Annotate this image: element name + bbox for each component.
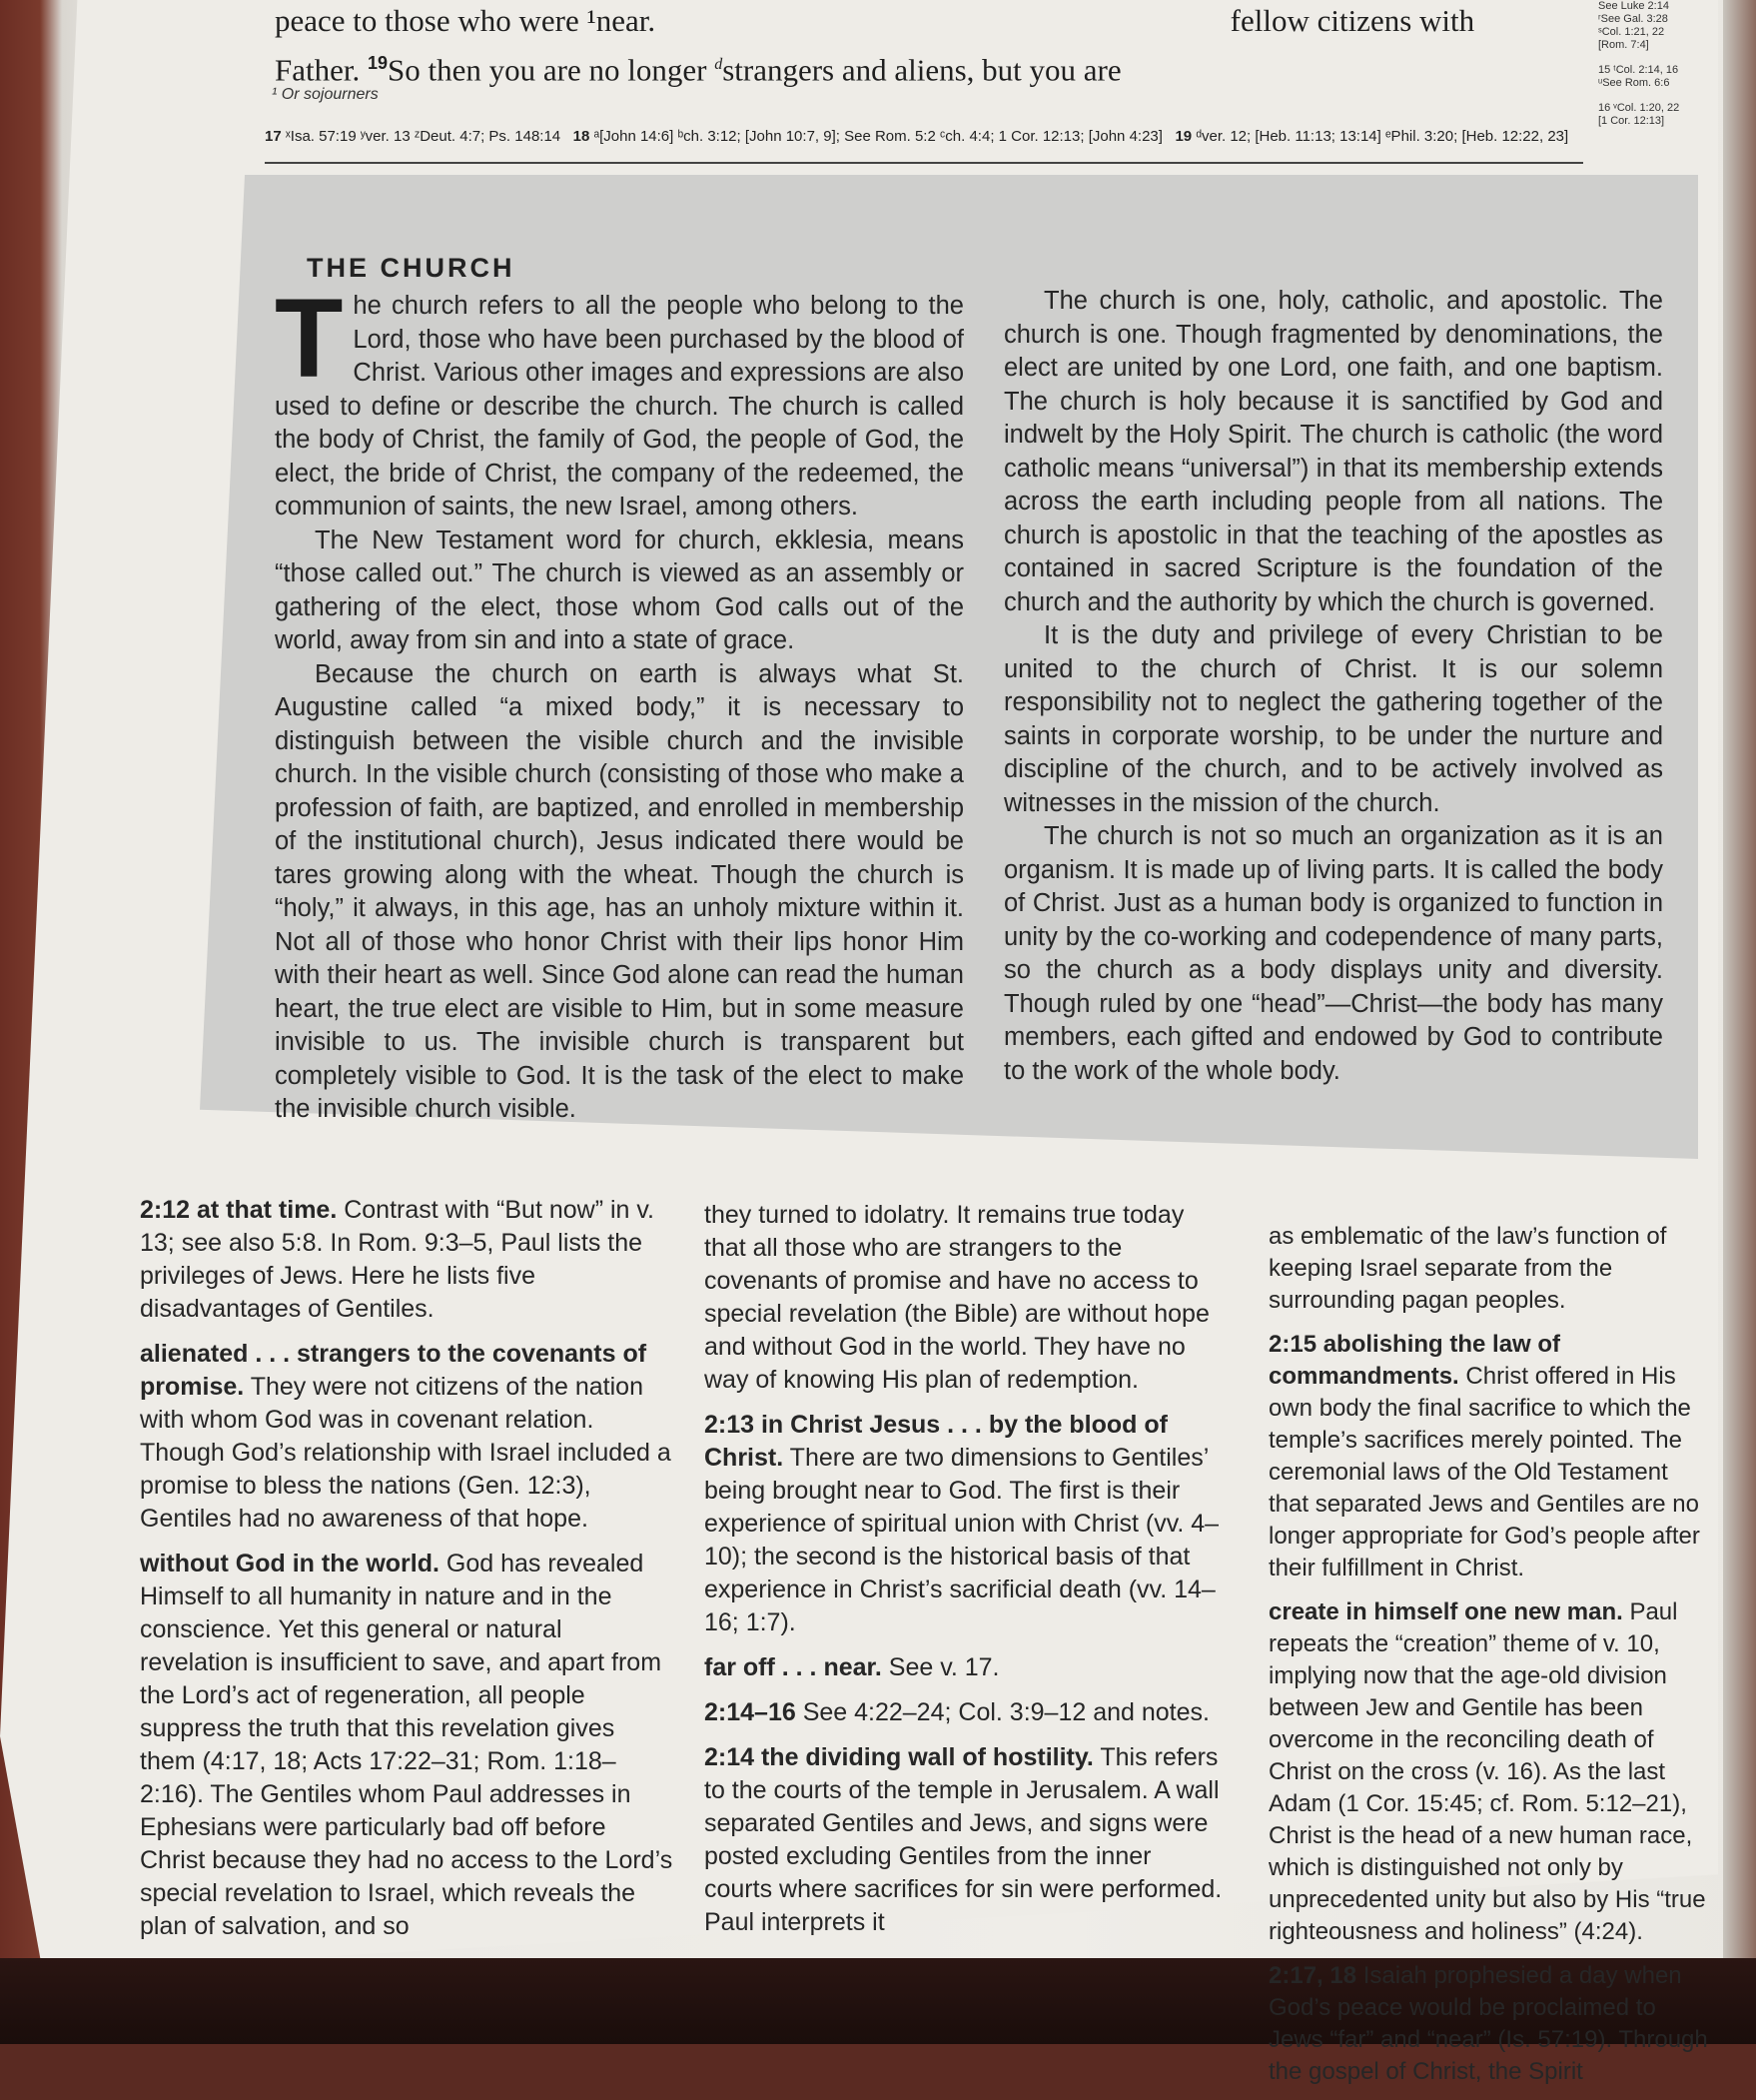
note-heading: far off . . . near. xyxy=(704,1653,882,1681)
page-edge xyxy=(1723,0,1756,2044)
margin-ref: ˢCol. 1:21, 22 xyxy=(1598,26,1665,38)
note-text: God has revealed Himself to all humanity in nature and in the conscience. Yet this general or natural revelation is insufficient to save, and apart from the Lord’s act of regeneration, all people suppress the truth that this revelation gives them (4:17, 18; Acts 17:22–31; Rom. 1:18–2:16). The Gentiles whom Paul addresses in Ephesians were particularly bad off before Christ because they had no access to the Lord’s special revelation to Israel, which reveals the plan of salvation, and so xyxy=(140,1550,673,1940)
note-text: as emblematic of the law’s function of keeping Israel separate from the surrounding pagan peoples. xyxy=(1269,1223,1667,1314)
study-note xyxy=(1269,1329,1708,1584)
paragraph-text: he church refers to all the people who belong to the Lord, those who have been purchased by the blood of Christ. Various other images and expressions are also used to define or describe the church. The church is called the body of Christ, the family of God, the people of God, the elect, the bride of Christ, the company of the redeemed, the communion of saints, the new Israel, among others. xyxy=(275,292,964,521)
margin-ref: [1 Cor. 12:13] xyxy=(1598,115,1665,127)
study-note xyxy=(704,1409,1224,1639)
scripture-word: Father. xyxy=(275,52,361,88)
church-paragraph: It is the duty and privilege of every Christian to be united to the church of Christ. It is our solemn responsibility not to neglect the gathering together of the saints in corporate worship, to be under the nurture and discipline of the church, and to be actively involved as witnesses in the mission of the church. xyxy=(1004,621,1663,817)
drop-cap: T xyxy=(275,276,344,401)
church-paragraph: The New Testament word for church, ekklesia, means “those called out.” The church is viewed as an assembly or gathering of the elect, those whom God calls out of the world, away from sin and into a state of grace. xyxy=(275,525,964,654)
note-text: This refers to the courts of the temple in Jerusalem. A wall separated Gentiles and Jews, and signs were posted excluding Gentiles from the inner courts where sacrifices for sin were performed. Paul interprets it xyxy=(704,1743,1223,1936)
study-notes-right xyxy=(1269,1221,1708,2100)
margin-references xyxy=(1598,0,1713,128)
crossref-verse: 17 xyxy=(265,128,282,145)
margin-ref: ʳSee Gal. 3:28 xyxy=(1598,13,1668,25)
note-text: There are two dimensions to Gentiles’ being brought near to God. The first is their experience of spiritual union with Christ (vv. 4–10); the second is the historical basis of that experience in Christ’s sacrificial death (vv. 14–16; 1:7). xyxy=(704,1444,1220,1636)
study-notes-left xyxy=(140,1194,674,1955)
note-heading: alienated . . . strangers to the covenants of promise. xyxy=(140,1340,647,1401)
church-column-left xyxy=(275,276,964,1127)
church-paragraph: The church is not so much an organization as it is an organism. It is made up of living parts. It is called the body of Christ. Just as a human body is organized to function in unity by the co-working and codependence of many parts, so the church as a body displays unity and diversity. Though ruled by one “head”—Christ—the body has many members, each gifted and endowed by God to contribute to the work of the whole body. xyxy=(1004,822,1663,1085)
note-text: Contrast with “But now” in v. 13; see also 5:8. In Rom. 9:3–5, Paul lists the privileges of Jews. Here he lists five disadvantages of Gentiles. xyxy=(140,1196,654,1323)
translation-footnote: ¹ Or sojourners xyxy=(272,86,379,103)
note-heading: 2:14 the dividing wall of hostility. xyxy=(704,1743,1094,1771)
note-heading: 2:13 in Christ Jesus . . . by the blood of Christ. xyxy=(704,1411,1168,1472)
scripture-line-2 xyxy=(275,42,1573,91)
note-text: See v. 17. xyxy=(881,1653,1000,1681)
margin-ref: 16 ᵛCol. 1:20, 22 xyxy=(1598,102,1680,114)
margin-ref: [Rom. 7:4] xyxy=(1598,39,1649,51)
scripture-text xyxy=(275,0,1573,91)
scripture-phrase: So then you are no longer xyxy=(388,52,707,88)
study-note xyxy=(1269,1960,1708,2088)
note-text: they turned to idolatry. It remains true today that all those who are strangers to the covenants of promise and have no access to special revelation (the Bible) are without hope and without God in the world. They have no way of knowing His plan of redemption. xyxy=(704,1201,1210,1394)
crossref-list: ᵃ[John 14:6] ᵇch. 3:12; [John 10:7, 9]; See Rom. 5:2 ᶜch. 4:4; 1 Cor. 12:13; [John 4:23] xyxy=(593,128,1163,145)
note-heading: without God in the world. xyxy=(140,1550,439,1577)
church-column-right xyxy=(1004,285,1663,1088)
crossref-mark: d xyxy=(714,56,723,73)
note-text: They were not citizens of the nation with whom God was in covenant relation. Though God’s relationship with Israel included a promise to bless the nations (Gen. 12:3), Gentiles had no awareness of that hope. xyxy=(140,1373,671,1533)
note-heading: 2:12 at that time. xyxy=(140,1196,338,1224)
study-note xyxy=(704,1199,1224,1397)
note-text: Paul repeats the “creation” theme of v. 10, implying now that the age-old division between Jew and Gentile has been overcome in the reconciling death of Christ on the cross (v. 16). As the last Adam (1 Cor. 15:45; cf. Rom. 5:12–21), Christ is the head of a new human race, which is distinguished not only by unprecedented unity but also by His “true righteousness and holiness” (4:24). xyxy=(1269,1598,1706,1945)
scripture-phrase: but you are xyxy=(982,52,1122,88)
margin-ref: ᵘSee Rom. 6:6 xyxy=(1598,77,1670,89)
note-text: Christ offered in His own body the final sacrifice to which the temple’s sacrifices merely pointed. The ceremonial laws of the Old Testament that separated Jews and Gentiles are no longer appropriate for God’s people after their fulfillment in Christ. xyxy=(1269,1363,1700,1581)
note-text: See 4:22–24; Col. 3:9–12 and notes. xyxy=(795,1698,1210,1726)
study-note xyxy=(704,1696,1224,1729)
scripture-line-1 xyxy=(275,0,1573,42)
verse-number: 19 xyxy=(368,53,389,73)
scripture-phrase: strangers and aliens, xyxy=(722,52,975,88)
study-notes-middle xyxy=(704,1199,1224,1951)
note-heading: 2:15 abolishing the law of commandments. xyxy=(1269,1331,1561,1390)
cross-references xyxy=(265,128,1583,145)
margin-ref: See Luke 2:14 xyxy=(1598,0,1669,12)
crossref-verse: 19 xyxy=(1175,128,1193,145)
study-note xyxy=(704,1651,1224,1684)
study-note xyxy=(140,1548,674,1943)
note-heading: 2:14–16 xyxy=(704,1698,796,1726)
crossref-list: ˣIsa. 57:19 ʸver. 13 ᶻDeut. 4:7; Ps. 148:14 xyxy=(285,128,561,145)
scripture-line-1-start: peace to those who were ¹near. xyxy=(275,3,656,38)
note-text: Isaiah prophesied a day when God’s peace would be proclaimed to Jews “far” and “near” (Is. 57:19). Through the gospel of Christ, the Spirit xyxy=(1269,1962,1708,2085)
sidebar-title: THE CHURCH xyxy=(307,253,515,283)
church-paragraph: Because the church on earth is always what St. Augustine called “a mixed body,” it is necessary to distinguish between the visible church and the invisible church. In the visible church (consisting of those who make a profession of faith, are baptized, and enrolled in membership of the institutional church), Jesus indicated there would be tares growing along with the wheat. Though the church is “holy,” it always, in this age, has an unholy mixture within it. Not all of those who honor Christ with their lips honor Him with their heart as well. Since God alone can read the human heart, the true elect are visible to Him, but in some measure invisible to us. The invisible church is transparent but completely visible to God. It is the task of the elect to make the invisible church visible. xyxy=(275,659,964,1123)
study-note xyxy=(140,1194,674,1326)
church-paragraph xyxy=(275,276,964,525)
study-note xyxy=(1269,1596,1708,1948)
crossref-list: ᵈver. 12; [Heb. 11:13; 13:14] ᵉPhil. 3:20; [Heb. 12:22, 23] xyxy=(1196,128,1569,145)
church-paragraph: The church is one, holy, catholic, and apostolic. The church is one. Though fragmented by denominations, the elect are united by one Lord, one faith, and one baptism. The church is holy because it is sanctified by God and indwelt by the Holy Spirit. The church is catholic (the word catholic means “universal”) in that its membership extends across the earth including people from all nations. The church is apostolic in that the teaching of the apostles as contained in sacred Scripture is the foundation of the church and the authority by which the church is governed. xyxy=(1004,287,1663,616)
scripture-line-1-end: fellow citizens with xyxy=(1230,3,1475,38)
crossref-verse: 18 xyxy=(572,128,590,145)
study-note xyxy=(1269,1221,1708,1317)
study-note xyxy=(704,1741,1224,1939)
study-note xyxy=(140,1338,674,1536)
note-heading: create in himself one new man. xyxy=(1269,1598,1623,1625)
margin-ref: 15 ᵗCol. 2:14, 16 xyxy=(1598,64,1679,76)
divider-rule xyxy=(265,162,1583,164)
note-heading: 2:17, 18 xyxy=(1269,1962,1357,1989)
